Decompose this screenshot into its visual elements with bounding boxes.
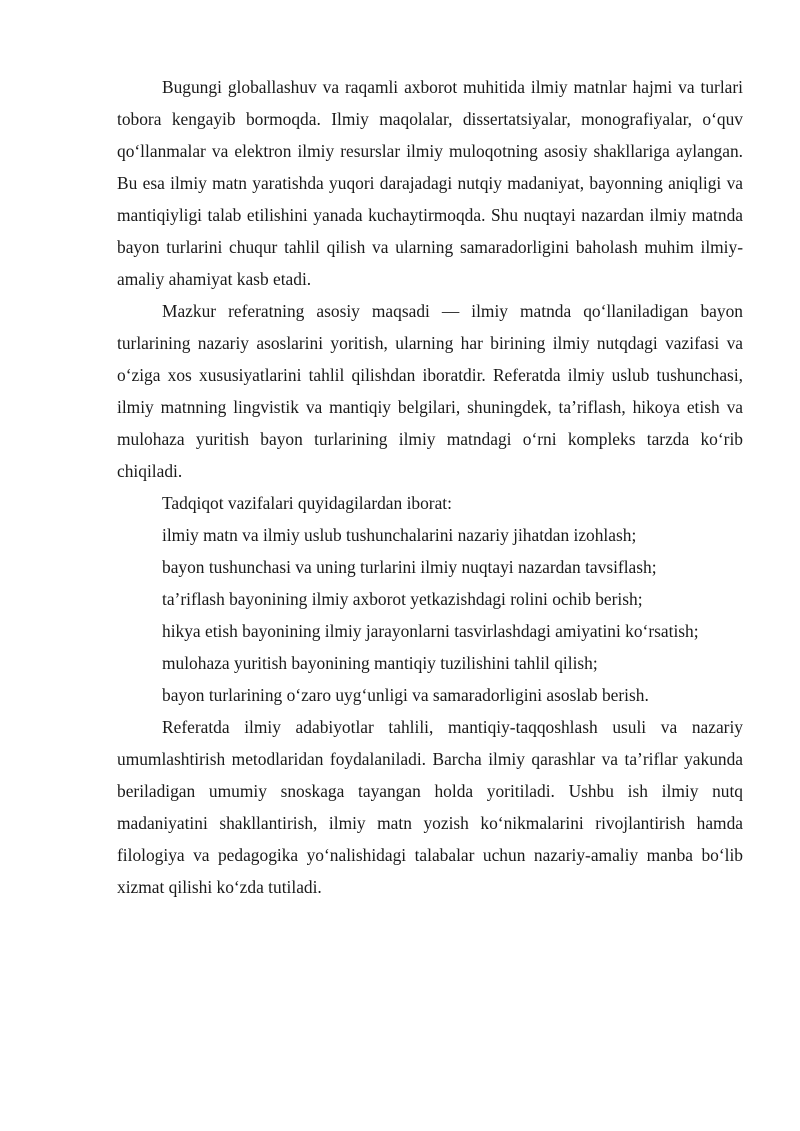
list-item: bayon turlarining o‘zaro uyg‘unligi va samaradorligini asoslab berish. [162, 685, 649, 705]
list-item: ta’riflash bayonining ilmiy axborot yetkazishdagi rolini ochib berish; [162, 589, 643, 609]
tasks-list [117, 519, 743, 711]
list-item: bayon tushunchasi va uning turlarini ilmiy nuqtayi nazardan tavsiflash; [162, 557, 657, 577]
document-body [117, 71, 743, 903]
intro-paragraph: Bugungi globallashuv va raqamli axborot muhitida ilmiy matnlar hajmi va turlari tobora kengayib bormoqda. Ilmiy maqolalar, dissertatsiyalar, monografiyalar, o‘quv qo‘llanmalar va elektron ilmiy resurslar ilmiy muloqotning asosiy shakllariga aylangan. Bu esa ilmiy matn yaratishda yuqori darajadagi nutqiy madaniyat, bayonning aniqligi va mantiqiyligi talab etilishini yanada kuchaytirmoqda. Shu nuqtayi nazardan ilmiy matnda bayon turlarini chuqur tahlil qilish va ularning samaradorligini baholash muhim ilmiy-amaliy ahamiyat kasb etadi. [117, 77, 743, 289]
purpose-paragraph: Mazkur referatning asosiy maqsadi — ilmiy matnda qo‘llaniladigan bayon turlarining nazariy asoslarini yoritish, ularning har birining ilmiy nutqdagi vazifasi va o‘ziga xos xususiyatlarini tahlil qilishdan iboratdir. Referatda ilmiy uslub tushunchasi, ilmiy matnning lingvistik va mantiqiy belgilari, shuningdek, ta’riflash, hikoya etish va mulohaza yuritish bayon turlarining ilmiy matndagi o‘rni kompleks tarzda ko‘rib chiqiladi. [117, 301, 743, 481]
list-item: ilmiy matn va ilmiy uslub tushunchalarini nazariy jihatdan izohlash; [162, 525, 637, 545]
list-item: mulohaza yuritish bayonining mantiqiy tuzilishini tahlil qilish; [162, 653, 598, 673]
methods-paragraph: Referatda ilmiy adabiyotlar tahlili, mantiqiy-taqqoshlash usuli va nazariy umumlashtirish metodlaridan foydalaniladi. Barcha ilmiy qarashlar va ta’riflar yakunda beriladigan umumiy snoskaga tayangan holda yoritiladi. Ushbu ish ilmiy nutq madaniyatini shakllantirish, ilmiy matn yozish ko‘nikmalarini rivojlantirish hamda filologiya va pedagogika yo‘nalishidagi talabalar uchun nazariy-amaliy manba bo‘lib xizmat qilishi ko‘zda tutiladi. [117, 717, 743, 897]
list-item: hikya etish bayonining ilmiy jarayonlarni tasvirlashdagi amiyatini ko‘rsatish; [162, 621, 699, 641]
tasks-heading: Tadqiqot vazifalari quyidagilardan iborat: [162, 493, 452, 513]
